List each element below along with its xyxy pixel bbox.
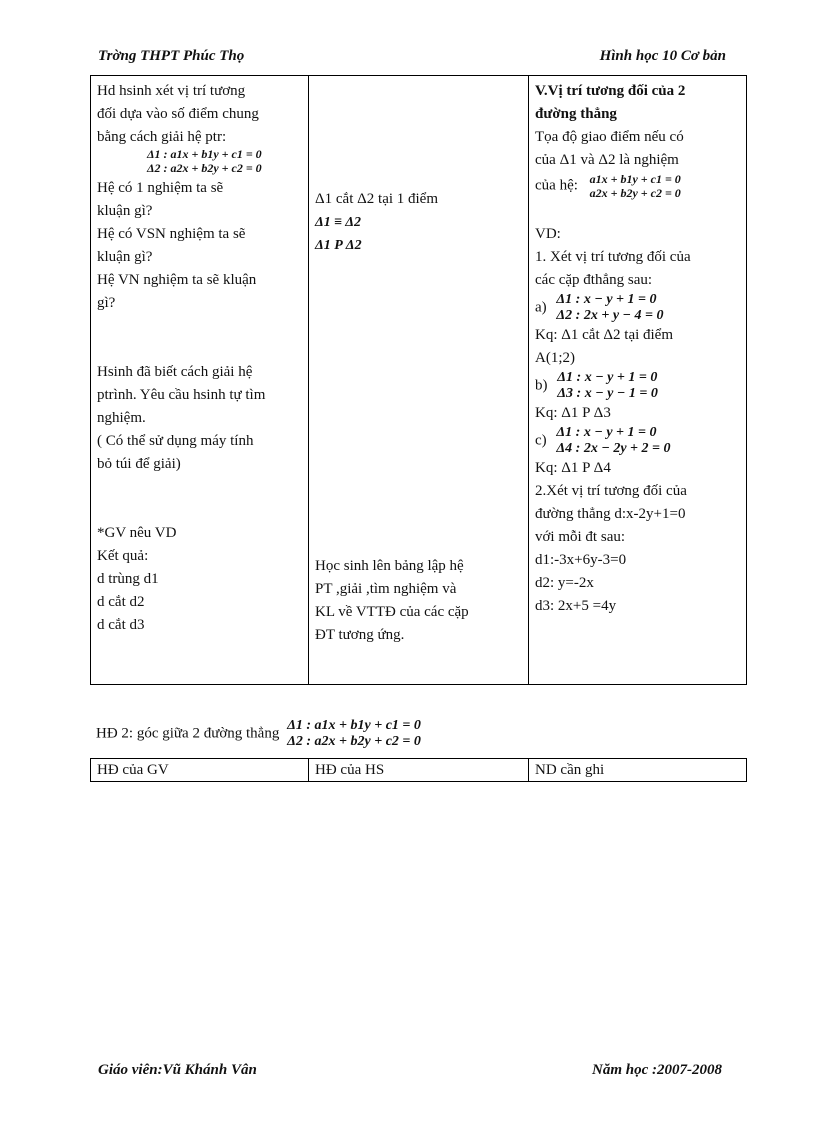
text-line: d3: 2x+5 =4y bbox=[535, 598, 617, 614]
text-line: Hsinh đã biết cách giải hệ bbox=[97, 364, 253, 380]
footer-year: Năm học :2007-2008 bbox=[592, 1062, 722, 1078]
equation: Δ1 : a1x + b1y + c1 = 0 bbox=[287, 718, 421, 733]
text-line: 2.Xét vị trí tương đối của bbox=[535, 483, 687, 499]
text-line: gì? bbox=[97, 295, 116, 311]
text-line: A(1;2) bbox=[535, 350, 575, 366]
text-line: ( Có thể sử dụng máy tính bbox=[97, 433, 254, 449]
text-line: a) bbox=[535, 299, 547, 316]
text-line: b) bbox=[535, 377, 548, 394]
teacher-activity-cell bbox=[91, 76, 309, 685]
text-line: Tọa độ giao điểm nếu có bbox=[535, 129, 684, 145]
text-line: VD: bbox=[535, 226, 561, 242]
text-line: d2: y=-2x bbox=[535, 575, 594, 591]
text-line: Hệ có VSN nghiệm ta sẽ bbox=[97, 226, 246, 242]
text-line: Δ1 cắt Δ2 tại 1 điểm bbox=[315, 191, 439, 207]
text-line: *GV nêu VD bbox=[97, 525, 177, 541]
text-line: đường thẳng d:x-2y+1=0 bbox=[535, 506, 686, 522]
activity-2-label: HĐ 2: góc giữa 2 đường thẳng bbox=[96, 725, 280, 742]
text-line: kluận gì? bbox=[97, 249, 153, 265]
column-header-hs: HĐ của HS bbox=[309, 759, 529, 782]
text-line: ptrình. Yêu cầu hsinh tự tìm bbox=[97, 387, 266, 403]
equation: Δ1 ≡ Δ2 bbox=[315, 215, 362, 230]
activity-2-table bbox=[90, 758, 747, 782]
text-line: nghiệm. bbox=[97, 410, 146, 426]
activity-2-heading bbox=[96, 718, 421, 750]
text-line: 1. Xét vị trí tương đối của bbox=[535, 249, 691, 265]
footer-teacher: Giáo viên:Vũ Khánh Vân bbox=[98, 1062, 257, 1078]
text-line: bỏ túi để giải) bbox=[97, 456, 181, 472]
lesson-table bbox=[90, 75, 747, 685]
text-line: Kq: Δ1 cắt Δ2 tại điểm bbox=[535, 327, 674, 343]
student-activity-cell bbox=[309, 76, 529, 685]
text-line: d trùng d1 bbox=[97, 571, 159, 587]
equation: Δ1 : x − y + 1 = 0 bbox=[557, 370, 658, 385]
equation: a1x + b1y + c1 = 0 bbox=[589, 172, 681, 186]
text-line: bằng cách giải hệ ptr: bbox=[97, 129, 227, 145]
text-line: KL về VTTĐ của các cặp bbox=[315, 604, 469, 620]
text-line: với mỗi đt sau: bbox=[535, 529, 626, 545]
text-line: Kq: Δ1 P Δ4 bbox=[535, 460, 611, 476]
text-line: đối dựa vào số điểm chung bbox=[97, 106, 259, 122]
equation: Δ2 : a2x + b2y + c2 = 0 bbox=[147, 161, 262, 175]
text-line: kluận gì? bbox=[97, 203, 153, 219]
equation: Δ3 : x − y − 1 = 0 bbox=[557, 386, 658, 401]
header-subject: Hình học 10 Cơ bản bbox=[599, 48, 726, 64]
text-line: của Δ1 và Δ2 là nghiệm bbox=[535, 152, 679, 168]
text-line: d1:-3x+6y-3=0 bbox=[535, 552, 627, 568]
column-header-nd: ND cần ghi bbox=[529, 759, 747, 782]
equation: Δ1 P Δ2 bbox=[315, 238, 362, 253]
section-title: V.Vị trí tương đối của 2 bbox=[535, 83, 686, 99]
column-header-gv: HĐ của GV bbox=[91, 759, 309, 782]
equation: Δ2 : 2x + y − 4 = 0 bbox=[556, 308, 664, 323]
section-title: đường thẳng bbox=[535, 106, 617, 122]
text-line: Học sinh lên bảng lập hệ bbox=[315, 558, 464, 574]
equation: Δ1 : a1x + b1y + c1 = 0 bbox=[147, 147, 262, 161]
text-line: các cặp đthẳng sau: bbox=[535, 272, 653, 288]
text-line: Hệ VN nghiệm ta sẽ kluận bbox=[97, 272, 257, 288]
equation: Δ1 : x − y + 1 = 0 bbox=[556, 292, 657, 307]
text-line: d cắt d2 bbox=[97, 594, 145, 610]
text-line: ĐT tương ứng. bbox=[315, 627, 405, 643]
text-line: d cắt d3 bbox=[97, 617, 145, 633]
text-line: Kết quả: bbox=[97, 548, 149, 564]
equation: Δ1 : x − y + 1 = 0 bbox=[556, 425, 657, 440]
notes-cell bbox=[529, 76, 747, 685]
text-line: của hệ: bbox=[535, 177, 578, 194]
text-line: Kq: Δ1 P Δ3 bbox=[535, 405, 611, 421]
text-line: c) bbox=[535, 432, 547, 449]
text-line: Hd hsinh xét vị trí tương bbox=[97, 83, 246, 99]
equation: Δ4 : 2x − 2y + 2 = 0 bbox=[556, 441, 671, 456]
equation: a2x + b2y + c2 = 0 bbox=[589, 186, 681, 200]
text-line: Hệ có 1 nghiệm ta sẽ bbox=[97, 180, 224, 196]
equation: Δ2 : a2x + b2y + c2 = 0 bbox=[287, 734, 421, 749]
text-line: PT ,giải ,tìm nghiệm và bbox=[315, 581, 457, 597]
header-school: Trờng THPT Phúc Thọ bbox=[98, 48, 245, 64]
